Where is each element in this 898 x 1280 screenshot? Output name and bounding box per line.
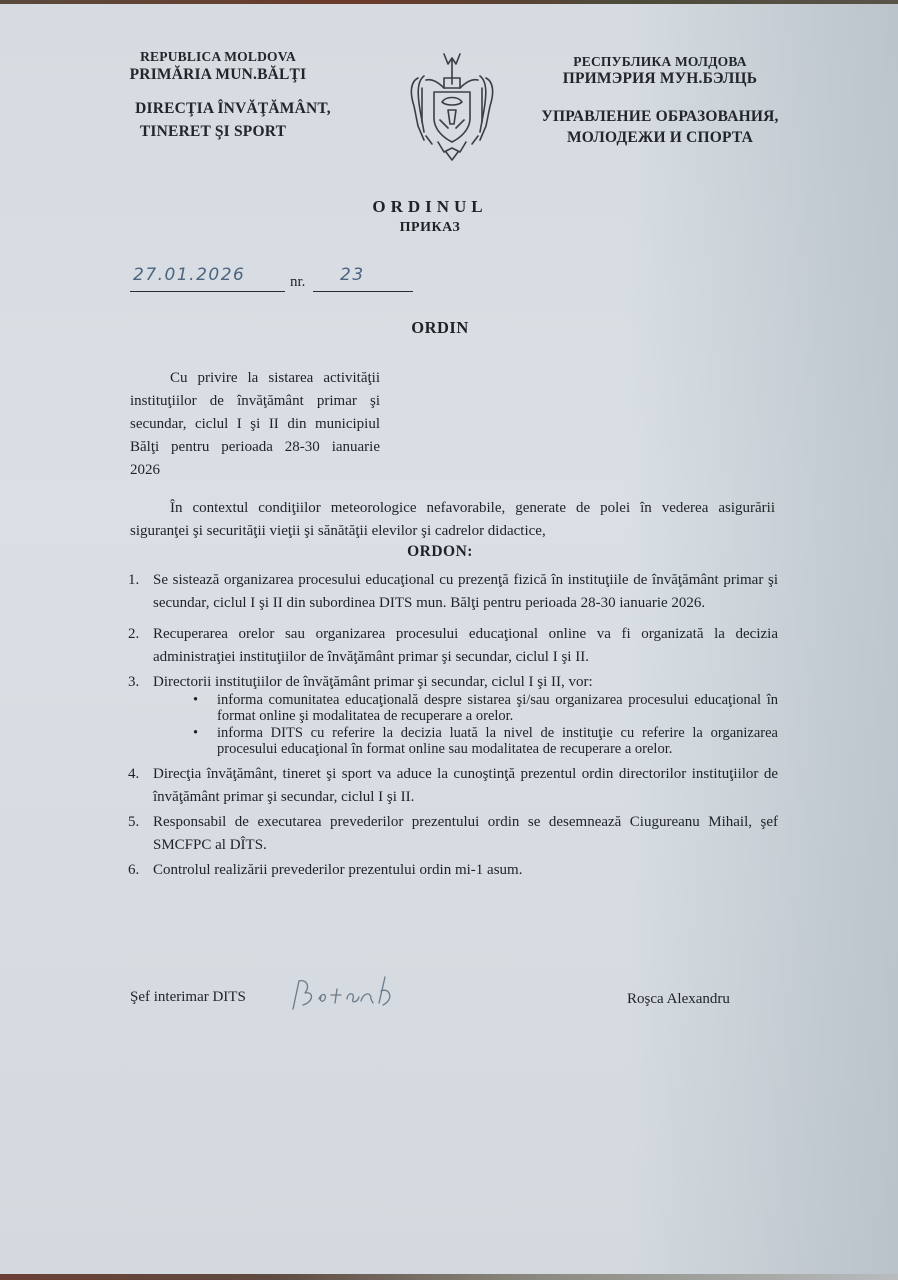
bullet-item xyxy=(193,692,778,724)
header-left-country: REPUBLICA MOLDOVA xyxy=(140,49,296,64)
order-items-list xyxy=(128,569,778,882)
document-date: 27.01.2026 xyxy=(133,265,246,285)
order-item-text: Direcţia învăţământ, tineret şi sport va aduce la cunoştinţă prezentul ordin directorilor instituţiilor de învăţământ primar şi secundar, ciclul I şi II. xyxy=(153,766,778,805)
header-left-department-line1: DIRECŢIA ÎNVĂŢĂMÂNT, xyxy=(135,100,331,117)
document-title: ORDINUL xyxy=(372,197,488,216)
signatory-name: Roşca Alexandru xyxy=(627,991,730,1007)
order-item xyxy=(128,811,778,857)
background-edge-bottom xyxy=(0,1274,898,1280)
order-item-number: 1. xyxy=(128,572,140,588)
order-item xyxy=(128,671,778,757)
header-right-department-line2: МОЛОДЕЖИ И СПОРТА xyxy=(566,129,754,146)
order-item-number: 6. xyxy=(128,862,140,878)
document-subject: Cu privire la sistarea activităţii instituţiilor de învăţământ primar şi secundar, ciclul I şi II din municipiul Bălţi pentru perioada 28-30 ianuarie 2026 xyxy=(130,370,380,478)
order-item-number: 4. xyxy=(128,766,140,782)
header-left-municipality: PRIMĂRIA MUN.BĂLŢI xyxy=(129,66,307,83)
handwritten-signature xyxy=(285,969,405,1019)
order-item xyxy=(128,623,778,669)
order-item-text: Recuperarea orelor sau organizarea procesului educaţional online va fi organizată la decizia administraţiei instituţiilor de învăţământ primar şi secundar, ciclul I şi II. xyxy=(153,626,778,665)
order-item-text: Controlul realizării prevederilor prezentului ordin mi-1 asum. xyxy=(153,862,523,878)
header-right-country: РЕСПУБЛИКА МОЛДОВА xyxy=(573,54,747,69)
order-item xyxy=(128,763,778,809)
number-label: nr. xyxy=(290,274,306,290)
header-right-municipality: ПРИМЭРИЯ МУН.БЭЛЦЬ xyxy=(562,70,758,87)
header-left-department-line2: TINERET ŞI SPORT xyxy=(139,123,287,140)
bullet-icon: • xyxy=(193,725,199,741)
order-item xyxy=(128,859,778,882)
signatory-role: Şef interimar DITS xyxy=(130,989,246,1005)
order-item-number: 3. xyxy=(128,674,140,690)
bullet-text: informa comunitatea educaţională despre sistarea şi/sau organizarea procesului educaţional în format online şi modalitatea de recuperare a orelor. xyxy=(217,692,778,724)
bullet-text: informa DITS cu referire la decizia luată la nivel de instituţie cu referire la organizarea procesului educaţional în format online sau modalitatea de recuperare a orelor. xyxy=(217,725,778,757)
order-item-text: Responsabil de executarea prevederilor prezentului ordin se desemnează Ciugureanu Mihail, şef SMCFPC al DÎTS. xyxy=(153,814,778,853)
order-item-number: 2. xyxy=(128,626,140,642)
preamble-paragraph: În contextul condiţiilor meteorologice nefavorabile, generate de polei în vederea asigurării siguranţei şi securităţii vieţii şi sănătăţii elevilor şi cadrelor didactice, xyxy=(130,500,775,539)
ordon-heading: ORDON: xyxy=(407,543,473,560)
document-page xyxy=(0,4,898,1274)
bullet-icon: • xyxy=(193,692,199,708)
order-item-text: Directorii instituţiilor de învăţământ primar şi secundar, ciclul I şi II, vor: xyxy=(153,674,593,690)
bullet-item xyxy=(193,725,778,757)
document-title-russian: ПРИКАЗ xyxy=(399,220,461,235)
order-item-text: Se sistează organizarea procesului educaţional cu prezenţă fizică în instituţiile de învăţământ primar şi secundar, ciclul I şi II din subordinea DITS mun. Bălţi pentru perioada 28-30 ianuarie 2026. xyxy=(153,572,778,611)
moldova-coat-of-arms-icon xyxy=(404,48,500,166)
document-number: 23 xyxy=(340,265,365,285)
document-type: ORDIN xyxy=(411,318,469,337)
order-item-number: 5. xyxy=(128,814,140,830)
order-item xyxy=(128,569,778,615)
order-item-bullets xyxy=(153,692,778,757)
header-right-department-line1: УПРАВЛЕНИЕ ОБРАЗОВАНИЯ, xyxy=(541,108,779,125)
